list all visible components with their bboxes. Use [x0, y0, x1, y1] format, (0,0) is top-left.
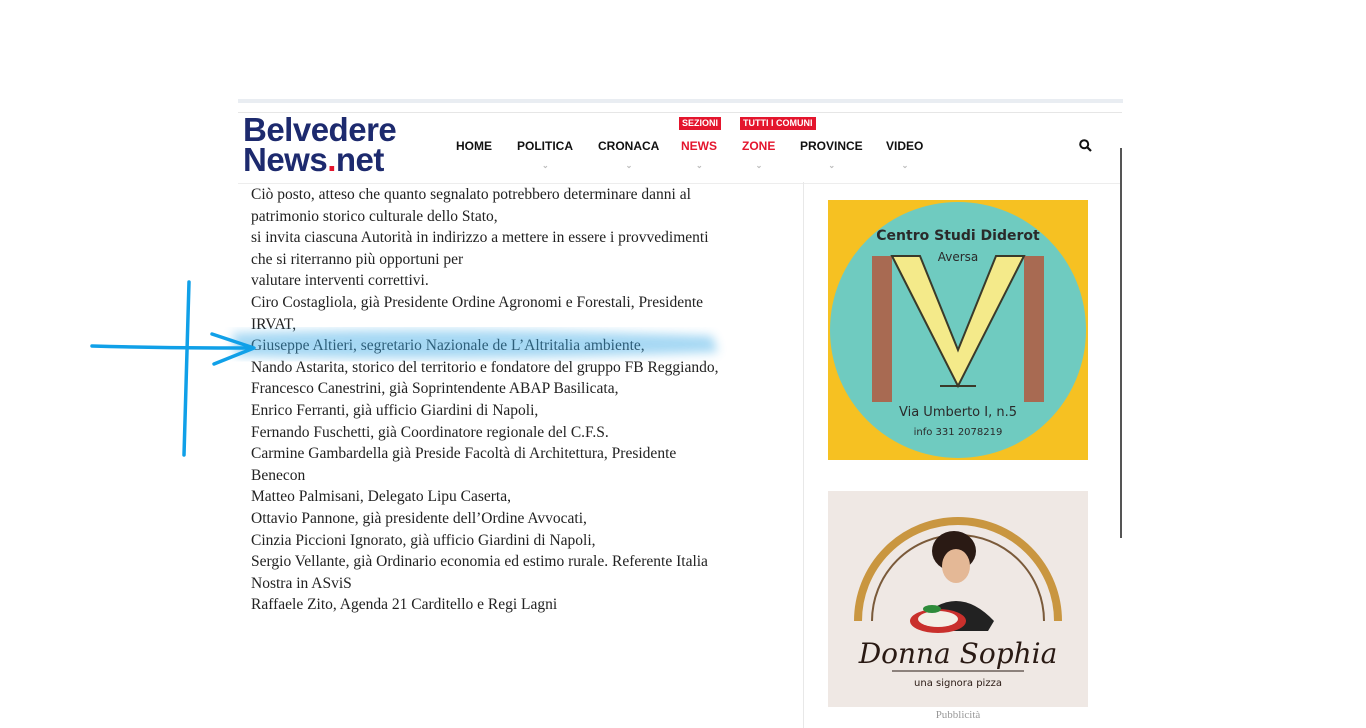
article-line: Ciro Costagliola, già Presidente Ordine Agronomi e Forestali, Presidente [251, 293, 704, 311]
site-header [238, 112, 1122, 184]
ad2-tagline: una signora pizza [914, 678, 1002, 689]
ad-donna-sophia[interactable] [828, 491, 1088, 707]
ad1-city: Aversa [937, 250, 979, 264]
chevron-down-icon: ⌄ [755, 161, 763, 170]
article-line: che si riterranno più opportuni per [251, 250, 464, 268]
article-line: Cinzia Piccioni Ignorato, già ufficio Giardini di Napoli, [251, 531, 596, 549]
chevron-down-icon: ⌄ [696, 161, 703, 170]
article-line: valutare interventi correttivi. [251, 272, 429, 290]
article-body [251, 184, 796, 616]
nav-news[interactable]: SEZIONI NEWS ⌄ [681, 139, 717, 153]
logo-line1: Belvedere [243, 111, 397, 148]
nav-cronaca[interactable]: CRONACA ⌄ [598, 139, 660, 170]
sidebar-divider [803, 182, 804, 728]
article-line: Fernando Fuschetti, già Coordinatore regionale del C.F.S. [251, 423, 609, 441]
article-line: patrimonio storico culturale dello Stato, [251, 207, 498, 225]
arrow-horizontal-line [92, 346, 252, 348]
nav-badge-sezioni: SEZIONI [679, 117, 721, 130]
article-line: Benecon [251, 466, 306, 484]
article-line: Carmine Gambardella già Preside Facoltà di Architettura, Presidente [251, 445, 677, 463]
article-line: Ottavio Pannone, già presidente dell’Ordine Avvocati, [251, 509, 587, 527]
chevron-down-icon: ⌄ [625, 161, 633, 170]
nav-zone[interactable]: TUTTI I COMUNI ZONE ⌄ [742, 139, 775, 153]
article-line: Nando Astarita, storico del territorio e fondatore del gruppo FB Reggiando, [251, 358, 719, 376]
chevron-down-icon: ⌄ [901, 161, 909, 170]
search-icon[interactable] [1079, 139, 1092, 156]
arrow-head-icon [212, 334, 254, 364]
ad1-address: Via Umberto I, n.5 [898, 405, 1018, 420]
chevron-down-icon: ⌄ [542, 161, 549, 170]
nav-badge-comuni: TUTTI I COMUNI [740, 117, 816, 130]
article-line-highlighted: Giuseppe Altieri, segretario Nazionale de L’Altritalia ambiente, [251, 337, 645, 355]
article-line: Ciò posto, atteso che quanto segnalato potrebbero determinare danni al [251, 186, 691, 203]
window-edge [1120, 148, 1122, 538]
site-logo[interactable] [243, 111, 397, 178]
article-line: Sergio Vellante, già Ordinario economia ed estimo rurale. Referente Italia [251, 553, 708, 571]
article-line: Francesco Canestrini, già Soprintendente ABAP Basilicata, [251, 380, 619, 398]
ad2-brand: Donna Sophia [858, 637, 1058, 670]
top-strip [238, 99, 1123, 103]
ad-label: Pubblicità [935, 709, 981, 721]
ad1-artwork [828, 200, 1088, 460]
article-line: Enrico Ferranti, già ufficio Giardini di Napoli, [251, 401, 539, 419]
article-line: Matteo Palmisani, Delegato Lipu Caserta, [251, 488, 511, 506]
article-line: IRVAT, [251, 315, 297, 333]
logo-line2: News.net [243, 141, 384, 178]
article-line: Raffaele Zito, Agenda 21 Carditello e Regi Lagni [251, 596, 558, 614]
ad2-artwork [828, 491, 1088, 707]
article-line: Nostra in ASviS [251, 574, 352, 592]
nav-home[interactable]: HOME [456, 139, 492, 153]
nav-province[interactable]: PROVINCE ⌄ [800, 139, 863, 170]
nav-video[interactable]: VIDEO ⌄ [886, 139, 924, 170]
ad-centro-studi-diderot[interactable] [828, 200, 1088, 460]
arrow-vertical-line [184, 282, 189, 455]
nav-politica[interactable]: POLITICA ⌄ [517, 139, 573, 170]
chevron-down-icon: ⌄ [828, 161, 836, 170]
ad1-title: Centro Studi Diderot [876, 228, 1040, 244]
ad1-info: info 331 2078219 [913, 427, 1003, 438]
article-line: si invita ciascuna Autorità in indirizzo a mettere in essere i provvedimenti [251, 229, 709, 247]
